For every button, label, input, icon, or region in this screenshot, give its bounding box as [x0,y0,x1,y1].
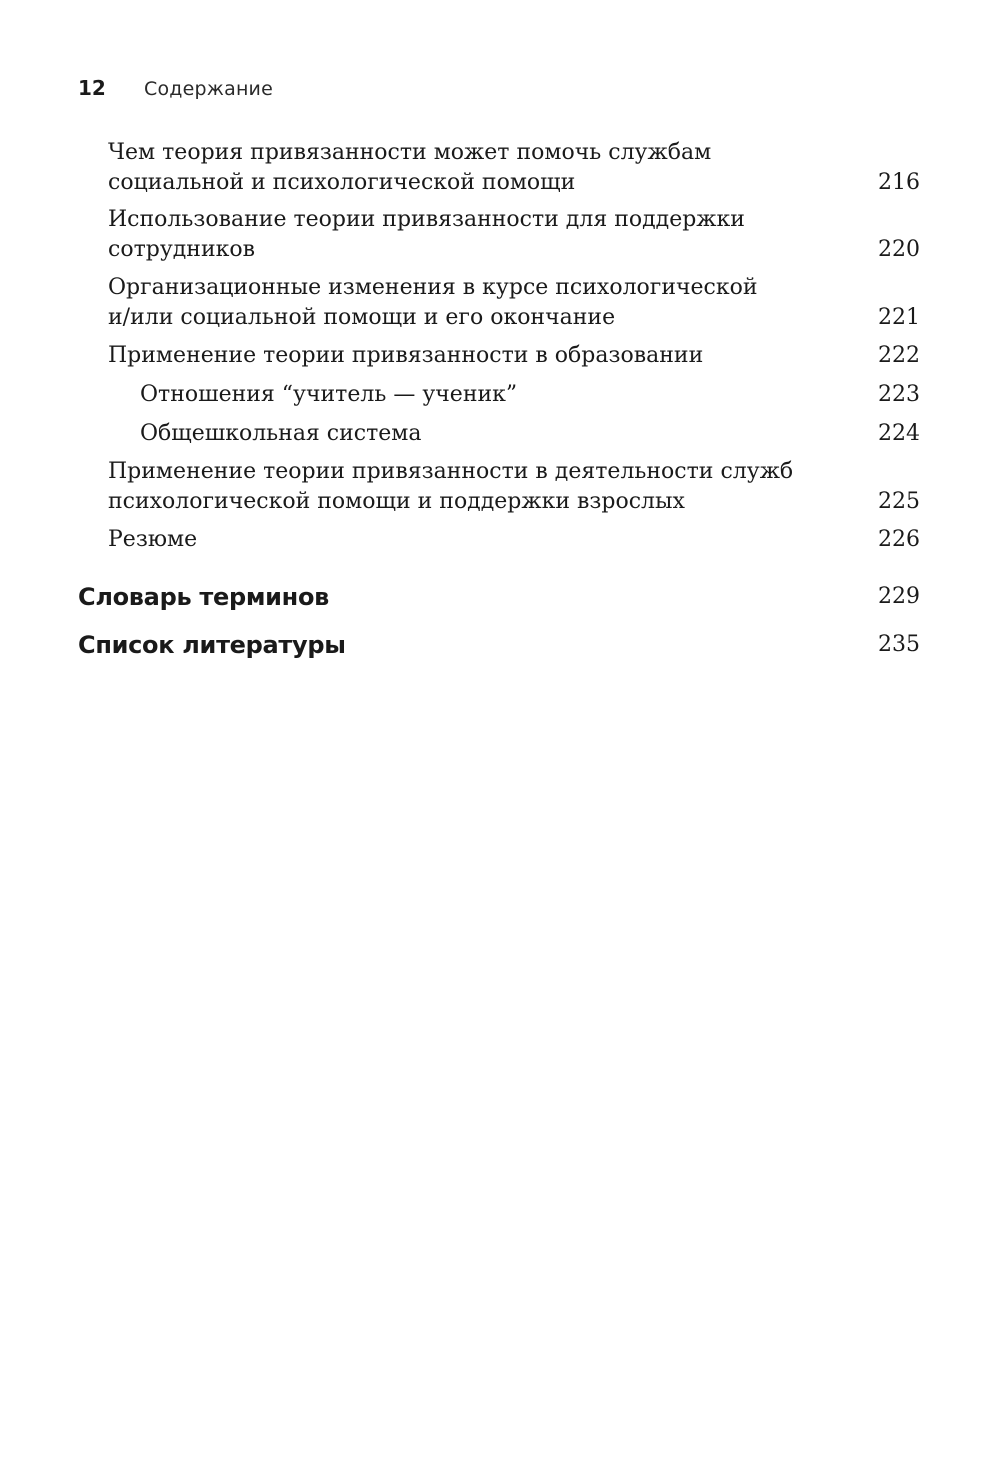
toc-chapter-entry [78,582,920,612]
toc-entry [108,138,920,198]
toc-chapter-page: 235 [878,632,920,657]
toc-entry-title: Общешкольная система [140,421,422,446]
toc-entry [108,273,920,333]
toc-entry-title: Использование теории привязанности для поддержки сотрудников [108,207,745,262]
toc-entry [140,380,920,410]
toc-entry-page: 224 [878,421,920,446]
running-head [78,76,273,106]
toc-entry-title: Применение теории привязанности в образовании [108,343,704,368]
toc-entry-title: Организационные изменения в курсе психологической и/или социальной помощи и его окончание [108,275,758,330]
toc-entry-page: 222 [878,343,920,368]
toc-entry-page: 216 [878,170,920,195]
toc-entry-page: 223 [878,382,920,407]
page-number: 12 [78,76,106,100]
toc-entry [140,419,920,449]
running-title: Содержание [144,78,273,100]
toc-entry-title: Отношения “учитель — ученик” [140,382,518,407]
toc-entry-title: Резюме [108,527,198,552]
toc-entry [108,205,920,265]
toc-entry [108,457,920,517]
toc-chapter-title: Словарь терминов [78,583,330,611]
toc-entry-page: 225 [878,489,920,514]
toc-entry-page: 226 [878,527,920,552]
toc-chapter-page: 229 [878,584,920,609]
toc-entry-page: 220 [878,237,920,262]
toc-entry [108,341,920,371]
toc-entry-page: 221 [878,305,920,330]
toc-entry-title: Применение теории привязанности в деятельности служб психологической помощи и поддержки взрослых [108,459,794,514]
toc-chapter-entry [78,630,920,660]
toc-entry-title: Чем теория привязанности может помочь службам социальной и психологической помощи [108,140,712,195]
toc-chapter-title: Список литературы [78,631,346,659]
toc-entry [108,525,920,555]
